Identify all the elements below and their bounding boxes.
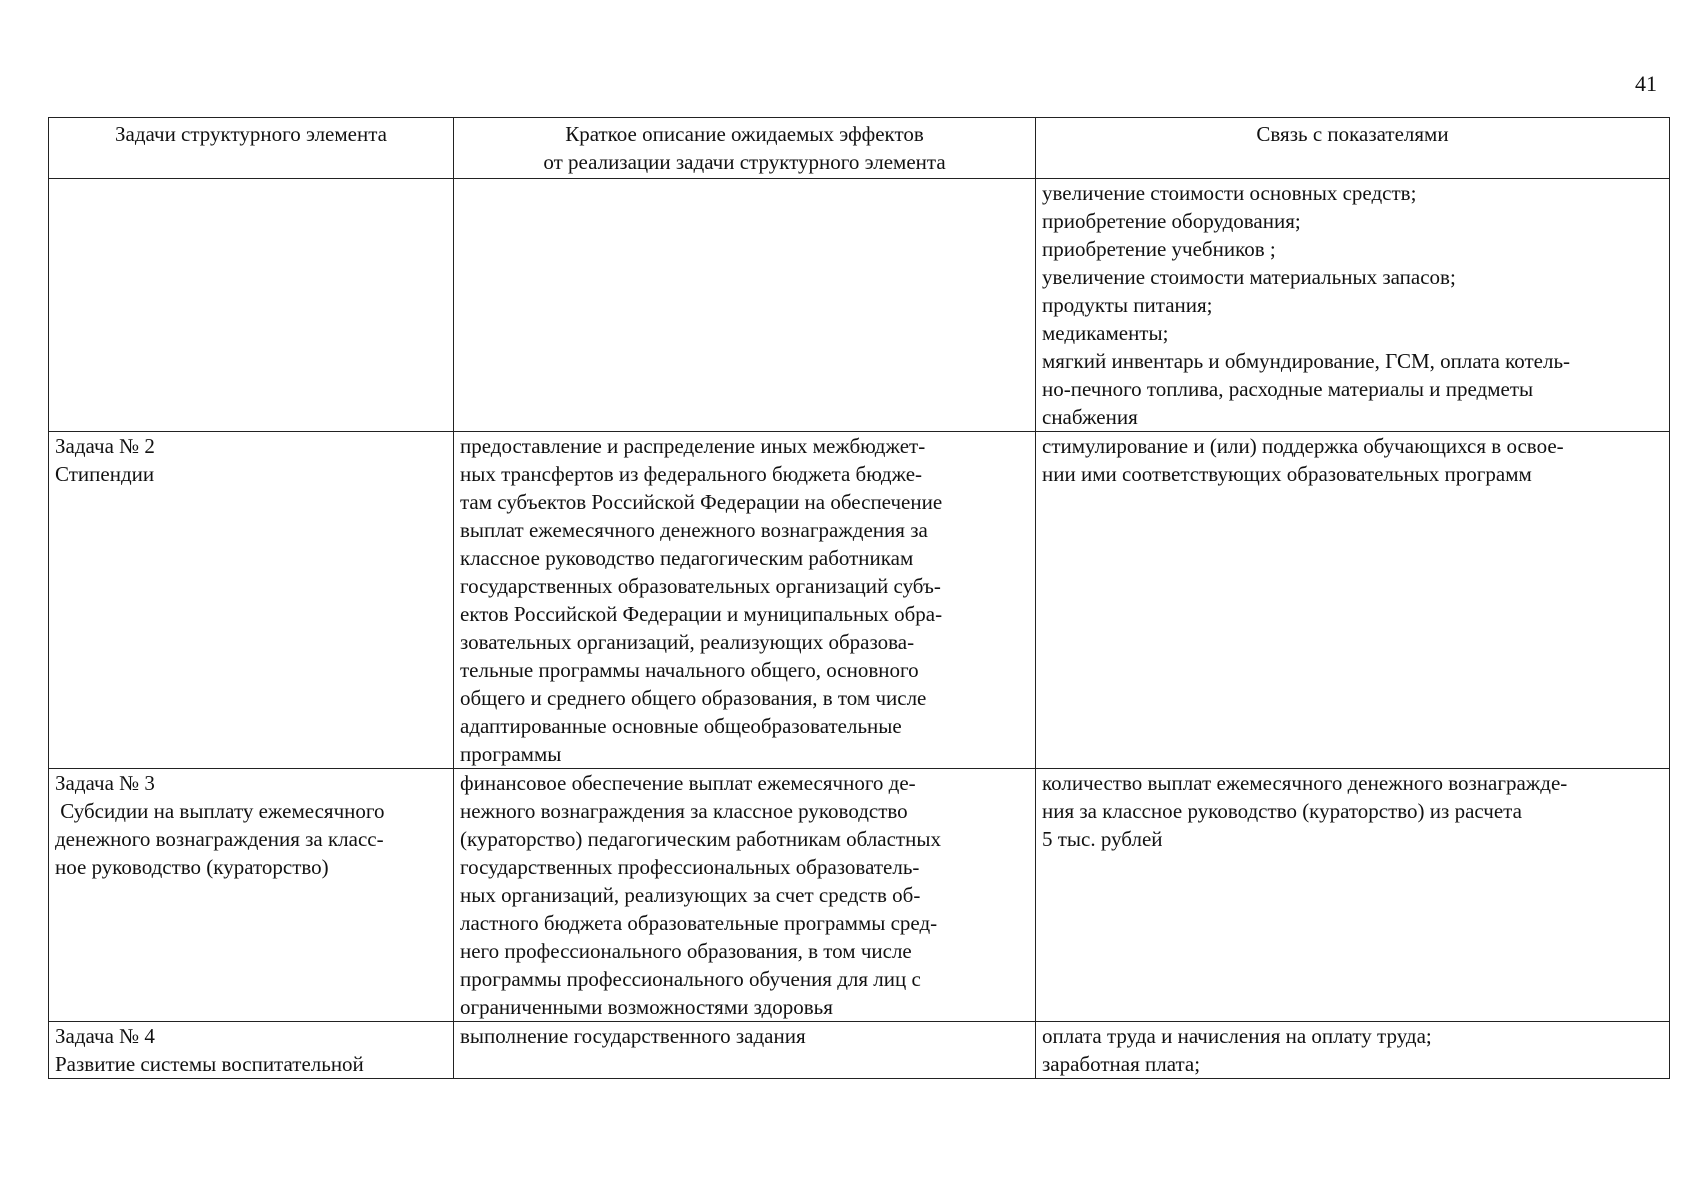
header-effects-line: Краткое описание ожидаемых эффектов xyxy=(565,122,924,146)
effects-cell xyxy=(454,432,1036,769)
indicators-cell xyxy=(1036,1022,1670,1079)
effect-line: ластного бюджета образовательные программы сред- xyxy=(460,911,938,935)
indicator-line: стимулирование и (или) поддержка обучающихся в освое- xyxy=(1042,434,1564,458)
table-row xyxy=(49,432,1670,769)
table-header-row xyxy=(49,118,1670,179)
task-cell xyxy=(49,432,454,769)
effect-line: (кураторство) педагогическим работникам областных xyxy=(460,827,941,851)
effect-line: адаптированные основные общеобразовательные xyxy=(460,714,902,738)
indicator-line: мягкий инвентарь и обмундирование, ГСМ, оплата котель- xyxy=(1042,349,1571,373)
indicator-line: приобретение учебников ; xyxy=(1042,237,1276,261)
effect-line: зовательных организаций, реализующих образова- xyxy=(460,630,915,654)
effect-line: финансовое обеспечение выплат ежемесячного де- xyxy=(460,771,916,795)
effect-line: программы xyxy=(460,742,562,766)
indicator-line: количество выплат ежемесячного денежного вознагражде- xyxy=(1042,771,1568,795)
effect-line: ограниченными возможностями здоровья xyxy=(460,995,833,1019)
effects-cell xyxy=(454,769,1036,1022)
header-indicators-line: Связь с показателями xyxy=(1256,122,1449,146)
effects-cell xyxy=(454,1022,1036,1079)
indicator-line: снабжения xyxy=(1042,405,1138,429)
indicator-line: но-печного топлива, расходные материалы и предметы xyxy=(1042,377,1534,401)
task-cell xyxy=(49,179,454,432)
effect-line: предоставление и распределение иных межбюджет- xyxy=(460,434,926,458)
indicator-line: заработная плата; xyxy=(1042,1052,1201,1076)
table-row xyxy=(49,769,1670,1022)
effect-line: него профессионального образования, в том числе xyxy=(460,939,912,963)
header-effects-line: от реализации задачи структурного элемента xyxy=(543,150,946,174)
task-line: денежного вознаграждения за класс- xyxy=(55,827,384,851)
effect-line: классное руководство педагогическим работникам xyxy=(460,546,914,570)
task-line: Развитие системы воспитательной xyxy=(55,1052,364,1076)
task-line: Задача № 2 xyxy=(55,434,155,458)
table-row xyxy=(49,1022,1670,1079)
effect-line: ных трансфертов из федерального бюджета бюдже- xyxy=(460,462,923,486)
effect-line: там субъектов Российской Федерации на обеспечение xyxy=(460,490,943,514)
effect-line: выполнение государственного задания xyxy=(460,1024,806,1048)
header-effects xyxy=(454,118,1036,179)
indicator-line: приобретение оборудования; xyxy=(1042,209,1301,233)
page-number: 41 xyxy=(1635,71,1657,96)
tasks-table xyxy=(48,117,1670,1079)
indicator-line: медикаменты; xyxy=(1042,321,1169,345)
task-line: ное руководство (кураторство) xyxy=(55,855,329,879)
indicator-line: продукты питания; xyxy=(1042,293,1213,317)
task-line: Задача № 3 xyxy=(55,771,155,795)
effect-line: тельные программы начального общего, основного xyxy=(460,658,919,682)
indicator-line: увеличение стоимости материальных запасов; xyxy=(1042,265,1456,289)
header-indicators xyxy=(1036,118,1670,179)
effect-line: нежного вознаграждения за классное руководство xyxy=(460,799,908,823)
effect-line: государственных образовательных организаций субъ- xyxy=(460,574,941,598)
indicator-line: 5 тыс. рублей xyxy=(1042,827,1163,851)
indicator-line: нии ими соответствующих образовательных программ xyxy=(1042,462,1532,486)
task-cell xyxy=(49,769,454,1022)
task-line: Стипендии xyxy=(55,462,155,486)
header-tasks-line: Задачи структурного элемента xyxy=(115,122,387,146)
effect-line: ектов Российской Федерации и муниципальных обра- xyxy=(460,602,943,626)
indicator-line: ния за классное руководство (кураторство) из расчета xyxy=(1042,799,1522,823)
effects-cell xyxy=(454,179,1036,432)
effect-line: программы профессионального обучения для лиц с xyxy=(460,967,921,991)
task-cell xyxy=(49,1022,454,1079)
header-tasks xyxy=(49,118,454,179)
indicator-line: увеличение стоимости основных средств; xyxy=(1042,181,1417,205)
indicators-cell xyxy=(1036,769,1670,1022)
indicators-cell xyxy=(1036,432,1670,769)
task-line: Субсидии на выплату ежемесячного xyxy=(55,799,385,823)
task-line: Задача № 4 xyxy=(55,1024,155,1048)
effect-line: выплат ежемесячного денежного вознаграждения за xyxy=(460,518,928,542)
indicator-line: оплата труда и начисления на оплату труда; xyxy=(1042,1024,1432,1048)
effect-line: общего и среднего общего образования, в том числе xyxy=(460,686,927,710)
indicators-cell xyxy=(1036,179,1670,432)
effect-line: ных организаций, реализующих за счет средств об- xyxy=(460,883,921,907)
table-row xyxy=(49,179,1670,432)
effect-line: государственных профессиональных образователь- xyxy=(460,855,920,879)
